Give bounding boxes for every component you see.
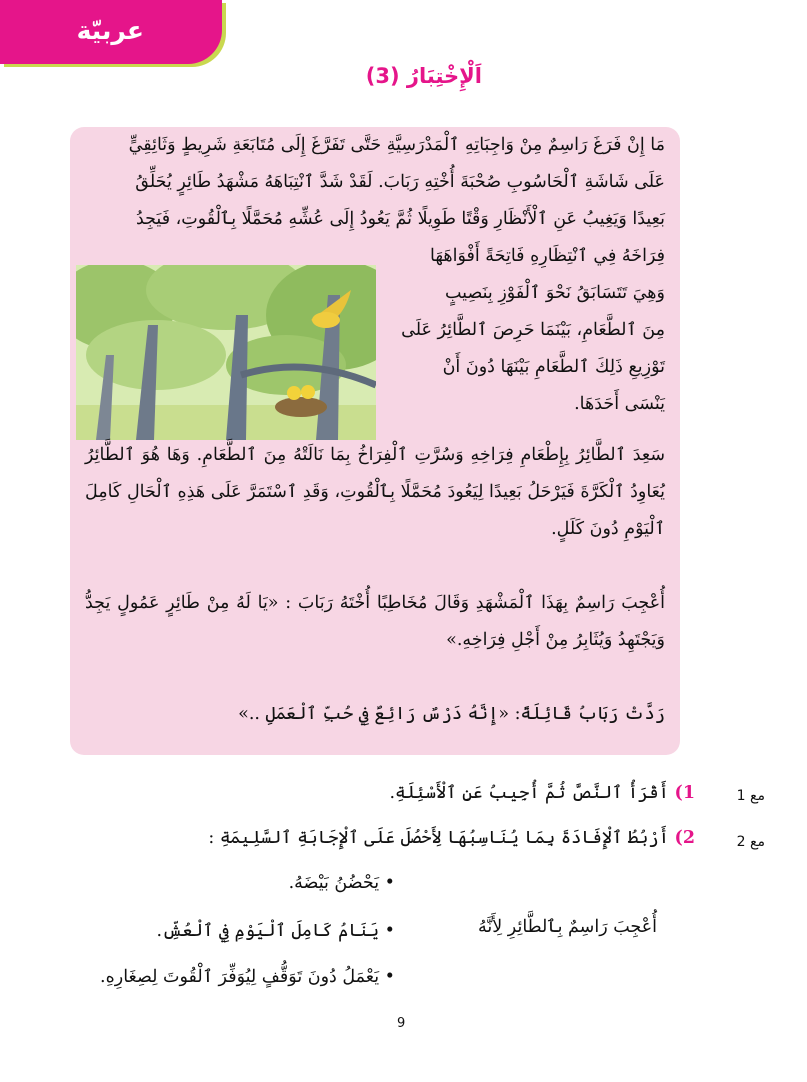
matching-option[interactable] [289,873,395,893]
subject-label: عربيّة [76,16,144,45]
question-2-code: مع 2 [736,834,765,850]
option-3-text: يَعْمَلُ دُونَ تَوَقُّفٍ لِيُوَفِّرَ ٱلْقُوتَ لِصِغَارِهِ. [100,967,380,987]
page-title: اَلْإِخْتِبَارُ (3) [365,64,482,88]
bullet: • [384,967,395,987]
option-2-text: يَنَامُ كَامِلَ ٱلْيَوْمِ فِي ٱلْعُشِّ. [156,921,380,941]
passage-line-6: مِنَ ٱلطَّعَامِ، بَيْنَمَا حَرِصَ ٱلطَّائِرُ عَلَى [401,320,665,340]
passage-line-8: يَنْسَى أَحَدَهَا. [574,394,665,414]
bird-nest-illustration [76,265,376,440]
matching-statement: أُعْجِبَ رَاسِمٌ بِٱلطَّائِرِ لِأَنَّهُ [478,917,657,937]
question-1 [389,783,695,803]
question-1-code: مع 1 [736,788,765,804]
paragraph-2: سَعِدَ ٱلطَّائِرُ بِإِطْعَامِ فِرَاخِهِ وَسُرَّتِ ٱلْفِرَاخُ بِمَا نَالَتْهُ مِنَ ٱلطَّعَامِ. وَهَا هُوَ ٱلطَّائِرُ يُعَاوِدُ ٱلْكَرَّةَ فَيَرْحَلُ بَعِيدًا لِيَعُودَ مُحَمَّلًا بِٱلْقُوتِ، وَقَدِ ٱسْتَمَرَّ عَلَى هَذِهِ ٱلْحَالِ كَامِلَ ٱلْيَوْمِ دُونَ كَلَلٍ. [85,445,665,539]
reading-passage [70,127,680,755]
question-2-number: 2) [674,828,695,848]
passage-line-3: بَعِيدًا وَيَغِيبُ عَنِ ٱلْأَنْظَارِ وَقْتًا طَوِيلًا ثُمَّ يَعُودُ إِلَى عُشِّهِ مُحَمَّلًا بِٱلْقُوتِ، فَيَجِدُ [135,209,665,229]
question-2-text: أَرْبُطُ ٱلْإِفَادَةَ بِمَا يُنَاسِبُهَا لِأَحْصُلَ عَلَى ٱلْإِجَابَةِ ٱلسَّلِيمَةِ : [208,828,669,848]
bullet: • [384,921,395,941]
illustration-svg [76,265,376,440]
passage-line-5: وَهِيَ تَتَسَابَقُ نَحْوَ ٱلْفَوْزِ بِنَصِيبٍ [444,283,665,303]
passage-line-4: فِرَاخَهُ فِي ٱنْتِظَارِهِ فَاتِحَةً أَفْوَاهَهَا [429,246,665,266]
question-2 [208,828,695,848]
question-1-text: أَقْرَأُ ٱلنَّصَّ ثُمَّ أُجِيبُ عَنِ ٱلْأَسْئِلَةِ. [389,783,669,803]
question-1-number: 1) [674,783,695,803]
bullet: • [384,873,395,893]
paragraph-3: أُعْجِبَ رَاسِمٌ بِهَذَا ٱلْمَشْهَدِ وَقَالَ مُخَاطِبًا أُخْتَهُ رَبَابَ : «يَا لَهُ مِنْ طَائِرٍ عَمُولٍ يَجِدُّ وَيَجْتَهِدُ وَيُثَابِرُ مِنْ أَجْلِ فِرَاخِهِ.» [85,593,665,650]
passage-line-2: عَلَى شَاشَةِ ٱلْحَاسُوبِ صُحْبَةَ أُخْتِهِ رَبَابَ. لَقَدْ شَدَّ ٱنْتِبَاهَهُ مَشْهَدُ طَائِرٍ يُحَلِّقُ [135,172,665,192]
matching-option[interactable] [100,967,395,987]
passage-line-7: تَوْزِيعِ ذَلِكَ ٱلطَّعَامِ بَيْنَهَا دُونَ أَنْ [442,357,665,377]
paragraph-4: رَدَّتْ رَبَابُ قَائِلَةً: «إِنَّهُ دَرْسٌ رَائِعٌ فِي حُبِّ ٱلْعَمَلِ ..» [238,704,665,724]
matching-option[interactable] [156,921,395,941]
subject-tab [0,0,222,64]
page-number: 9 [397,1016,406,1031]
option-1-text: يَحْضُنُ بَيْضَهُ. [288,873,380,893]
passage-line-1: مَا إِنْ فَرَغَ رَاسِمٌ مِنْ وَاجِبَاتِهِ ٱلْمَدْرَسِيَّةِ حَتَّى تَفَرَّغَ إِلَى مُتَابَعَةِ شَرِيطٍ وَثَائِقِيٍّ [128,135,665,155]
